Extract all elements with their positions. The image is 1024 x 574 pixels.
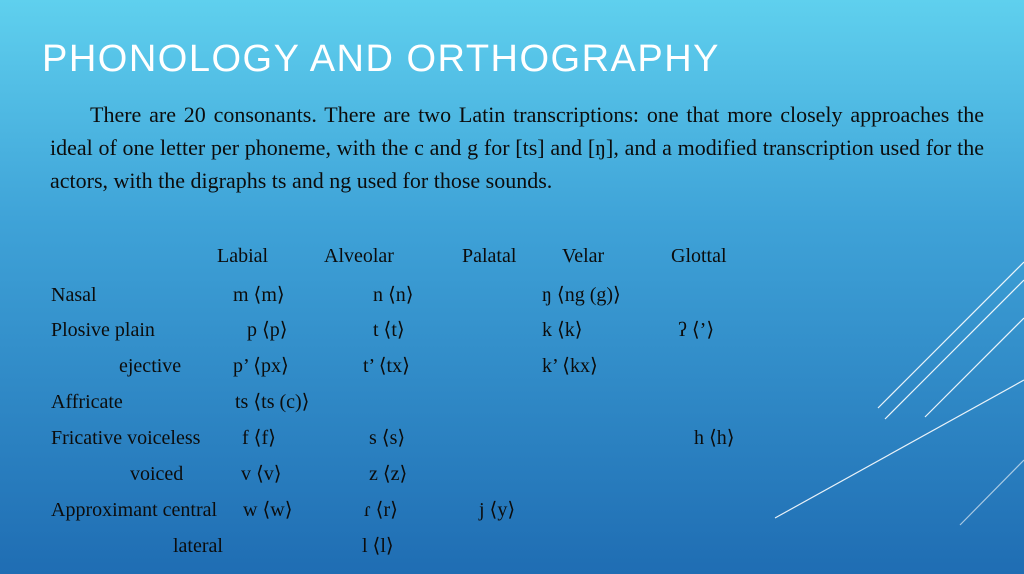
header-glottal: Glottal (671, 245, 727, 267)
header-velar: Velar (562, 245, 605, 267)
row-label-voiced: voiced (130, 463, 184, 485)
cell-ejective-alveolar: t’ ⟨tx⟩ (363, 355, 410, 377)
cell-affricate-labial: ts ⟨ts (c)⟩ (235, 391, 310, 413)
cell-approximant-alveolar: ɾ ⟨r⟩ (364, 499, 398, 521)
row-label-approximant-central: Approximant central (51, 499, 218, 521)
cell-nasal-alveolar: n ⟨n⟩ (373, 284, 414, 306)
cell-ejective-labial: p’ ⟨px⟩ (233, 355, 289, 377)
cell-lateral-alveolar: l ⟨l⟩ (362, 535, 394, 557)
row-label-fricative-voiceless: Fricative voiceless (51, 427, 201, 449)
intro-paragraph: There are 20 consonants. There are two Latin transcriptions: one that more closely approaches the ideal of one letter per phoneme, with the c and g for [ts] and [ŋ], and a modified transcription used for the actors, with the digraphs ts and ng used for those sounds. (50, 102, 984, 193)
slide-title: PHONOLOGY AND ORTHOGRAPHY (42, 38, 721, 80)
row-label-lateral: lateral (173, 535, 223, 557)
cell-nasal-velar: ŋ ⟨ng (g)⟩ (542, 284, 621, 306)
header-alveolar: Alveolar (324, 245, 394, 267)
cell-fricative-glottal: h ⟨h⟩ (694, 427, 735, 449)
cell-fricative-labial: f ⟨f⟩ (242, 427, 276, 449)
cell-ejective-velar: k’ ⟨kx⟩ (542, 355, 598, 377)
row-label-nasal: Nasal (51, 284, 97, 306)
cell-plosive-glottal: ʔ ⟨’⟩ (678, 319, 715, 341)
row-label-affricate: Affricate (51, 391, 123, 413)
header-palatal: Palatal (462, 245, 517, 267)
cell-plosive-velar: k ⟨k⟩ (542, 319, 583, 341)
cell-approximant-palatal: j ⟨y⟩ (479, 499, 516, 521)
cell-voiced-labial: v ⟨v⟩ (241, 463, 282, 485)
cell-nasal-labial: m ⟨m⟩ (233, 284, 285, 306)
cell-fricative-alveolar: s ⟨s⟩ (369, 427, 406, 449)
row-label-ejective: ejective (119, 355, 182, 377)
cell-voiced-alveolar: z ⟨z⟩ (369, 463, 408, 485)
cell-plosive-alveolar: t ⟨t⟩ (373, 319, 405, 341)
cell-plosive-labial: p ⟨p⟩ (247, 319, 288, 341)
cell-approximant-labial: w ⟨w⟩ (243, 499, 293, 521)
row-label-plosive-plain: Plosive plain (51, 319, 155, 341)
header-labial: Labial (217, 245, 269, 267)
